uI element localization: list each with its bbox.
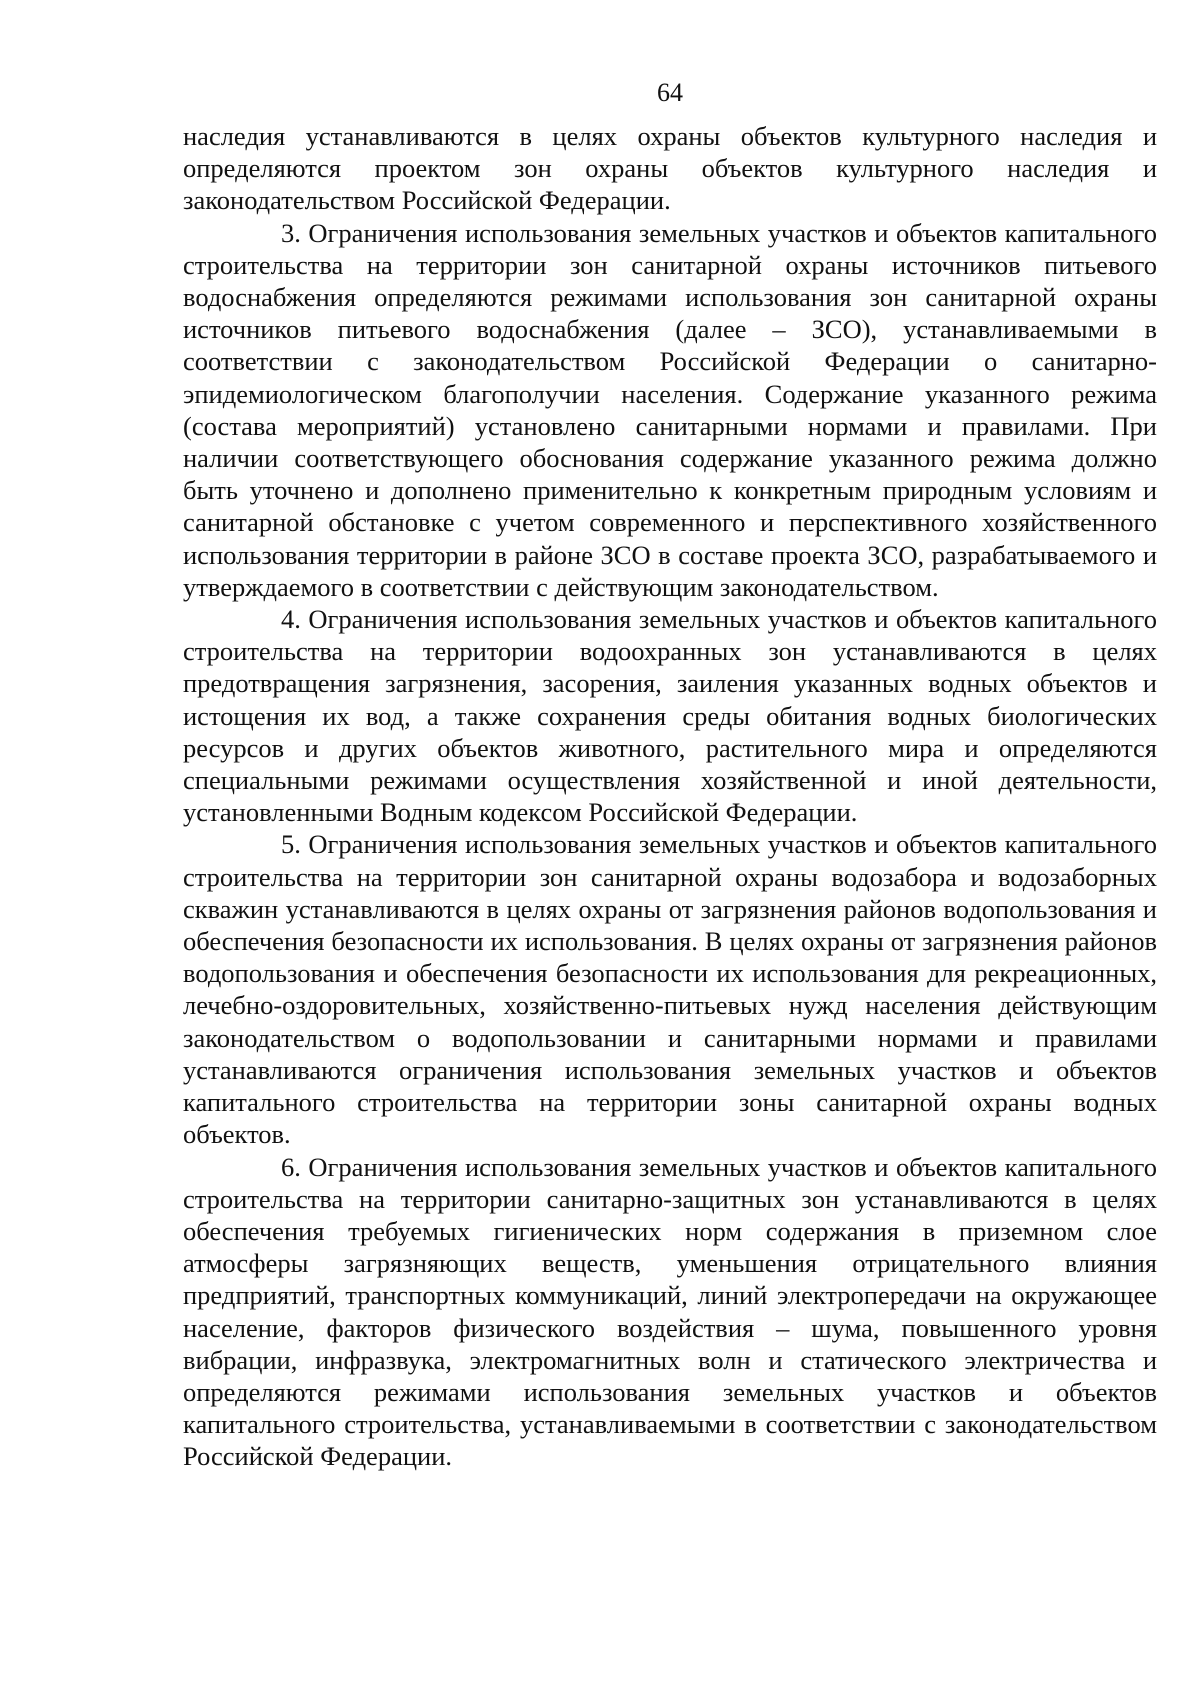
paragraph-item-3: 3. Ограничения использования земельных участков и объектов капитального строительства на территории зон санитарной охраны источников питьевого водоснабжения определяются режимами использования зон санитарной охраны источников питьевого водоснабжения (далее – ЗСО), устанавливаемыми в соответствии с законодательством Российской Федерации о санитарно-эпидемиологическом благополучии населения. Содержание указанного режима (состава мероприятий) установлено санитарными нормами и правилами. При наличии соответствующего обоснования содержание указанного режима должно быть уточнено и дополнено применительно к конкретным природным условиям и санитарной обстановке с учетом современного и перспективного хозяйственного использования территории в районе ЗСО в составе проекта ЗСО, разрабатываемого и утверждаемого в соответствии с действующим законодательством. <box>183 217 1157 602</box>
page-number: 64 <box>657 78 683 107</box>
paragraph-item-5: 5. Ограничения использования земельных участков и объектов капитального строительства на территории зон санитарной охраны водозабора и водозаборных скважин устанавливаются в целях охраны от загрязнения районов водопользования и обеспечения безопасности их использования. В целях охраны от загрязнения районов водопользования и обеспечения безопасности их использования для рекреационных, лечебно-оздоровительных, хозяйственно-питьевых нужд населения действующим законодательством о водопользовании и санитарными нормами и правилами устанавливаются ограничения использования земельных участков и объектов капитального строительства на территории зоны санитарной охраны водных объектов. <box>183 829 1157 1150</box>
document-page <box>183 78 1157 1473</box>
paragraph-item-4: 4. Ограничения использования земельных участков и объектов капитального строительства на территории водоохранных зон устанавливаются в целях предотвращения загрязнения, засорения, заиления указанных водных объектов и истощения их вод, а также сохранения среды обитания водных биологических ресурсов и других объектов животного, растительного мира и определяются специальными режимами осуществления хозяйственной и иной деятельности, установленными Водным кодексом Российской Федерации. <box>183 604 1157 828</box>
paragraph-item-6: 6. Ограничения использования земельных участков и объектов капитального строительства на территории санитарно-защитных зон устанавливаются в целях обеспечения требуемых гигиенических норм содержания в приземном слое атмосферы загрязняющих веществ, уменьшения отрицательного влияния предприятий, транспортных коммуникаций, линий электропередачи на окружающее население, факторов физического воздействия – шума, повышенного уровня вибрации, инфразвука, электромагнитных волн и статического электричества и определяются режимами использования земельных участков и объектов капитального строительства, устанавливаемыми в соответствии с законодательством Российской Федерации. <box>183 1151 1157 1472</box>
paragraph-continuation: наследия устанавливаются в целях охраны объектов культурного наследия и определяются проектом зон охраны объектов культурного наследия и законодательством Российской Федерации. <box>183 121 1157 216</box>
